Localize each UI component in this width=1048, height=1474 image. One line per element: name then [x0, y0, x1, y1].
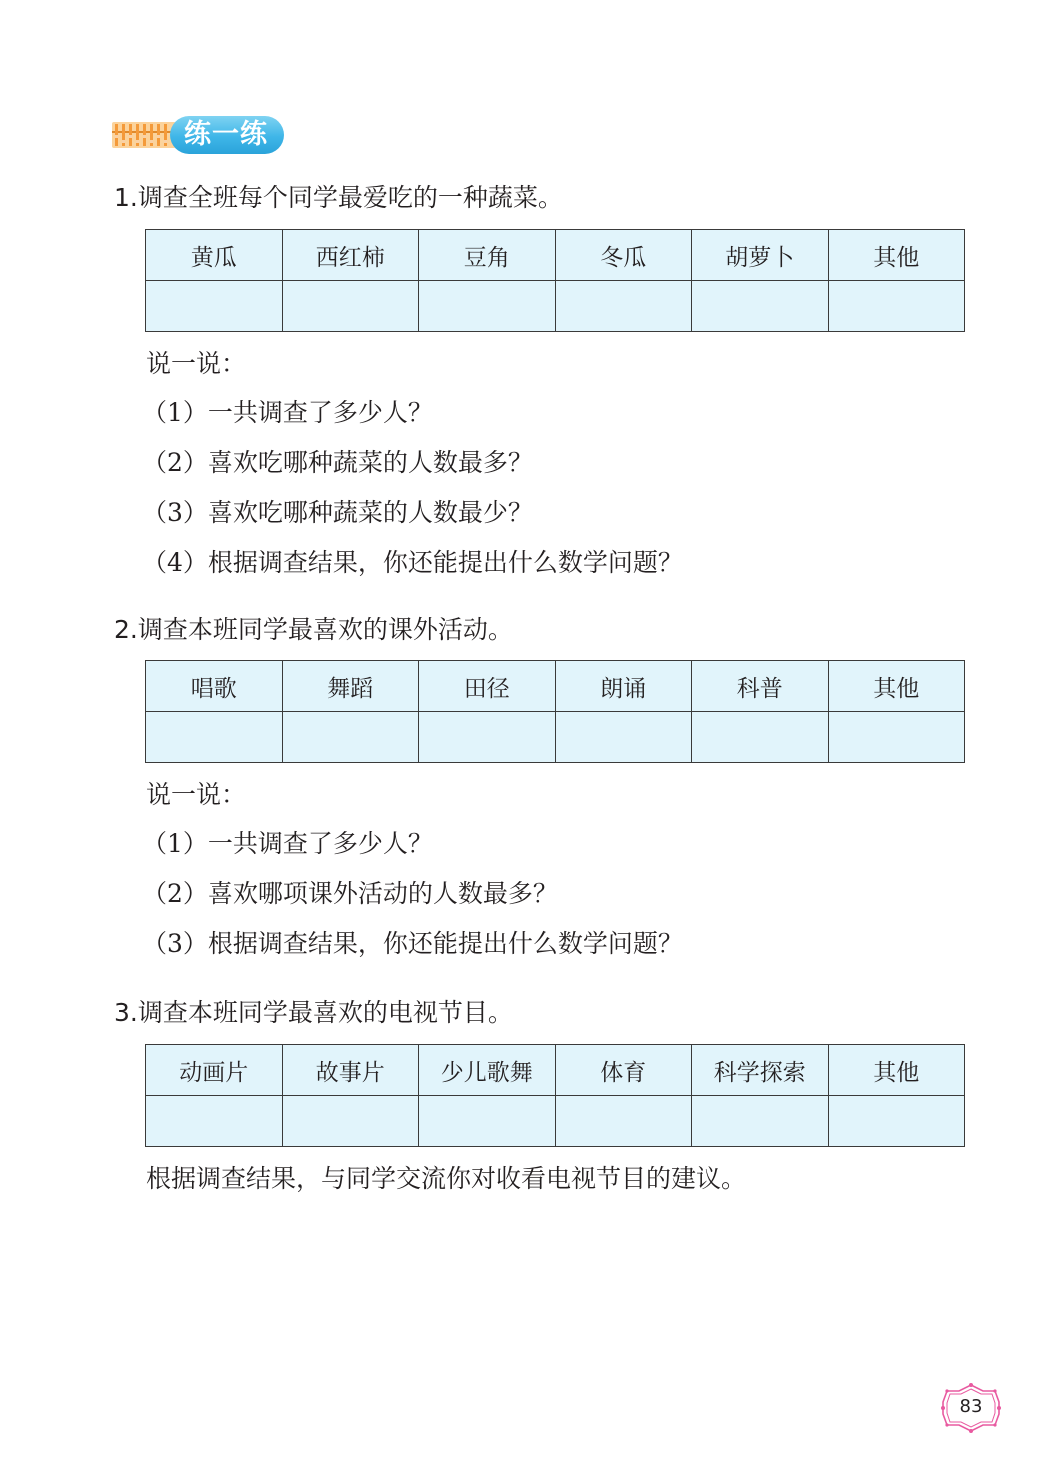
table-header-cell: 故事片: [282, 1045, 419, 1096]
survey-table-3: [145, 1044, 965, 1147]
question-number: 3.: [114, 998, 138, 1027]
closing-text: 根据调查结果，与同学交流你对收看电视节目的建议。: [146, 1164, 747, 1193]
abacus-icon: [112, 122, 176, 148]
blank-cell: [419, 1096, 556, 1147]
table-header-cell: 少儿歌舞: [419, 1045, 556, 1096]
blank-cell: [692, 712, 829, 763]
blank-cell: [828, 712, 965, 763]
page-number-badge: [939, 1382, 1003, 1434]
say-label: 说一说：: [146, 349, 247, 378]
say-label: 说一说：: [146, 780, 247, 809]
table-blank-row: [146, 281, 965, 332]
list-item: （3）喜欢吃哪种蔬菜的人数最少？: [142, 498, 533, 527]
section-banner: [112, 116, 284, 154]
list-item: （1）一共调查了多少人？: [142, 398, 433, 427]
blank-cell: [146, 712, 283, 763]
list-item: （4）根据调查结果，你还能提出什么数学问题？: [142, 548, 683, 577]
table-header-cell: 黄瓜: [146, 230, 283, 281]
table-header-cell: 其他: [828, 661, 965, 712]
table-header-cell: 西红柿: [282, 230, 419, 281]
table-header-cell: 胡萝卜: [692, 230, 829, 281]
table-header-cell: 冬瓜: [555, 230, 692, 281]
table-header-cell: 科学探索: [692, 1045, 829, 1096]
blank-cell: [146, 281, 283, 332]
question-text: 调查全班每个同学最爱吃的一种蔬菜。: [137, 183, 563, 212]
table-header-row: [146, 661, 965, 712]
list-item: （2）喜欢吃哪种蔬菜的人数最多？: [142, 448, 533, 477]
table-header-cell: 舞蹈: [282, 661, 419, 712]
banner-pill: [170, 116, 284, 154]
blank-cell: [555, 712, 692, 763]
question-text: 调查本班同学最喜欢的课外活动。: [137, 615, 513, 644]
blank-cell: [828, 1096, 965, 1147]
table-header-cell: 动画片: [146, 1045, 283, 1096]
blank-cell: [692, 281, 829, 332]
page-number: 83: [959, 1396, 983, 1417]
blank-cell: [555, 281, 692, 332]
list-item: （3）根据调查结果，你还能提出什么数学问题？: [142, 929, 683, 958]
blank-cell: [828, 281, 965, 332]
blank-cell: [282, 281, 419, 332]
table-blank-row: [146, 1096, 965, 1147]
table-header-cell: 其他: [828, 1045, 965, 1096]
question-text: 调查本班同学最喜欢的电视节目。: [137, 998, 513, 1027]
question-number: 2.: [114, 615, 138, 644]
question-number: 1.: [114, 183, 138, 212]
table-header-cell: 豆角: [419, 230, 556, 281]
blank-cell: [692, 1096, 829, 1147]
banner-title: 练一练: [184, 119, 268, 150]
question-3: [114, 996, 513, 1030]
survey-table-2: [145, 660, 965, 763]
table-header-cell: 科普: [692, 661, 829, 712]
table-header-cell: 朗诵: [555, 661, 692, 712]
blank-cell: [419, 281, 556, 332]
table-header-cell: 其他: [828, 230, 965, 281]
question-2: [114, 613, 513, 647]
list-item: （1）一共调查了多少人？: [142, 829, 433, 858]
survey-table-1: [145, 229, 965, 332]
table-header-row: [146, 1045, 965, 1096]
table-header-cell: 体育: [555, 1045, 692, 1096]
blank-cell: [282, 712, 419, 763]
table-header-cell: 田径: [419, 661, 556, 712]
blank-cell: [146, 1096, 283, 1147]
blank-cell: [419, 712, 556, 763]
table-header-cell: 唱歌: [146, 661, 283, 712]
blank-cell: [282, 1096, 419, 1147]
question-1: [114, 181, 563, 215]
blank-cell: [555, 1096, 692, 1147]
table-header-row: [146, 230, 965, 281]
table-blank-row: [146, 712, 965, 763]
list-item: （2）喜欢哪项课外活动的人数最多？: [142, 879, 558, 908]
